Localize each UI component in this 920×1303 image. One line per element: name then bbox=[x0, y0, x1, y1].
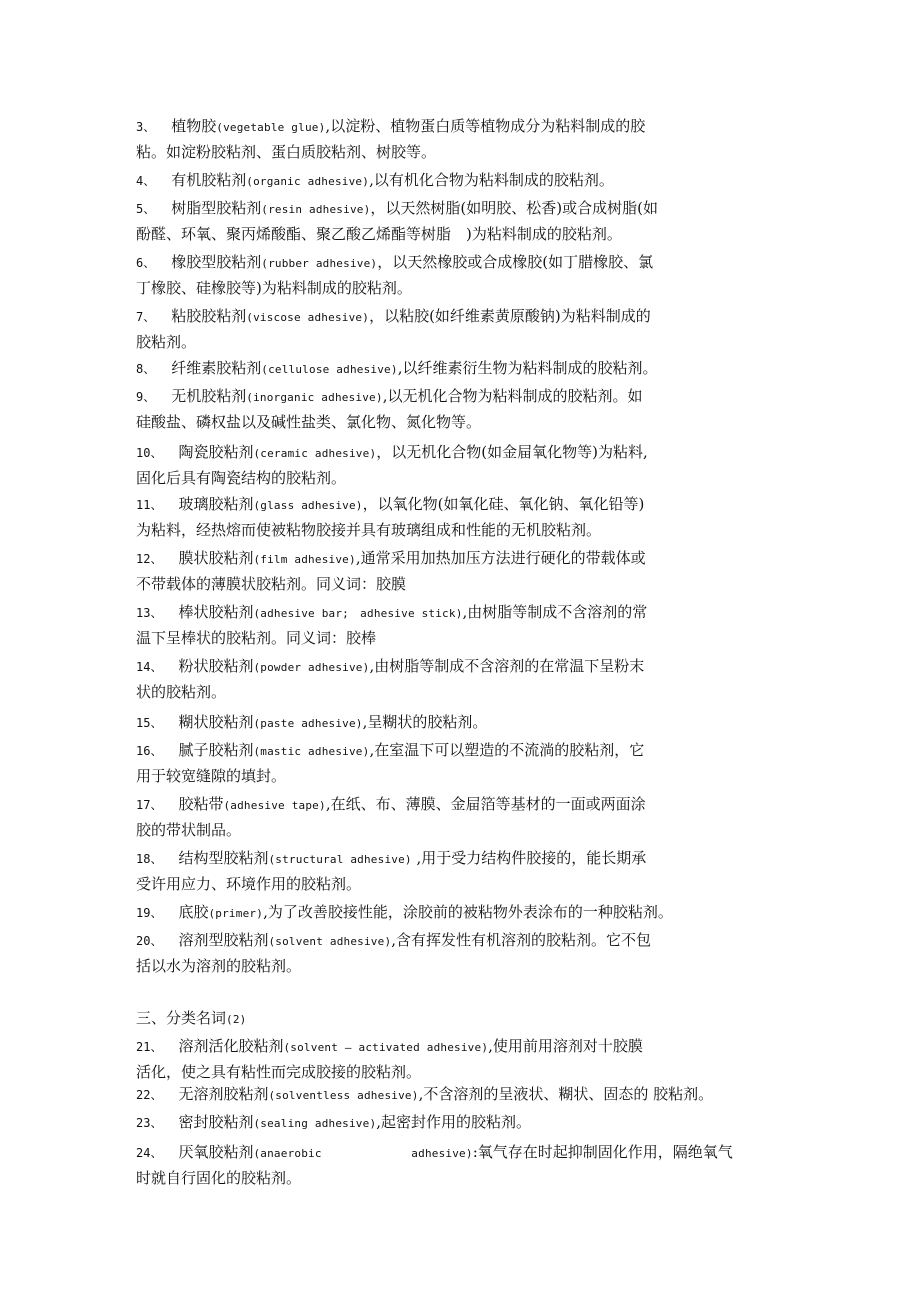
entry-english-term: (adhesive bar; adhesive stick) bbox=[253, 607, 463, 620]
entry-english-term: (organic adhesive) bbox=[246, 175, 370, 188]
entry-continuation: 温下呈棒状的胶粘剂。同义词：胶棒 bbox=[136, 629, 377, 647]
entry-first-line bbox=[136, 794, 646, 816]
entry-term: 密封胶粘剂 bbox=[178, 1113, 254, 1131]
section-heading bbox=[136, 1008, 246, 1030]
entry-number: 19、 bbox=[136, 906, 163, 920]
entry-term: 膜状胶粘剂 bbox=[178, 549, 254, 567]
entry-term: 有机胶粘剂 bbox=[171, 171, 247, 189]
entry-term: 溶剂活化胶粘剂 bbox=[178, 1037, 284, 1055]
entry-term: 植物胶 bbox=[171, 117, 217, 135]
entry-definition: ,为了改善胶接性能，涂胶前的被粘物外表涂布的一种胶粘剂。 bbox=[263, 903, 673, 921]
entry-first-line bbox=[136, 386, 642, 408]
entry-number: 20、 bbox=[136, 934, 163, 948]
entry-english-term: (anaerobic adhesive) bbox=[253, 1147, 473, 1160]
entry-english-term: (rubber adhesive) bbox=[261, 257, 378, 270]
entry-english-term: (film adhesive) bbox=[253, 553, 356, 566]
entry-first-line bbox=[136, 656, 644, 678]
section-heading-suffix: (2) bbox=[226, 1013, 247, 1026]
entry-definition: ,用于受力结构件胶接的，能长期承 bbox=[411, 849, 647, 867]
entry-continuation: 粘。如淀粉胶粘剂、蛋白质胶粘剂、树胶等。 bbox=[136, 143, 437, 161]
entry-first-line bbox=[136, 1112, 531, 1134]
entry-definition: ,含有挥发性有机溶剂的胶粘剂。它不包 bbox=[391, 931, 652, 949]
entry-continuation: 时就自行固化的胶粘剂。 bbox=[136, 1169, 302, 1187]
entry-definition: ，以天然橡胶或合成橡胶(如丁腊橡胶、氯 bbox=[377, 253, 654, 271]
entry-term: 玻璃胶粘剂 bbox=[178, 495, 254, 513]
entry-term: 结构型胶粘剂 bbox=[178, 849, 269, 867]
entry-number: 21、 bbox=[136, 1040, 163, 1054]
entry-english-term: (mastic adhesive) bbox=[253, 745, 370, 758]
entry-definition: ,通常采用加热加压方法进行硬化的带载体或 bbox=[355, 549, 646, 567]
entry-first-line bbox=[136, 170, 614, 192]
entry-term: 胶粘带 bbox=[178, 795, 224, 813]
entry-term: 棒状胶粘剂 bbox=[178, 603, 254, 621]
entry-english-term: (solvent adhesive) bbox=[268, 935, 392, 948]
entry-continuation: 硅酸盐、磷权盐以及碱性盐类、氯化物、氮化物等。 bbox=[136, 413, 482, 431]
entry-english-term: (sealing adhesive) bbox=[253, 1117, 377, 1130]
entry-first-line bbox=[136, 602, 647, 624]
entry-continuation: 不带载体的薄膜状胶粘剂。同义词：胶膜 bbox=[136, 575, 407, 593]
entry-first-line bbox=[136, 442, 648, 464]
entry-term: 溶剂型胶粘剂 bbox=[178, 931, 269, 949]
entry-english-term: (structural adhesive) bbox=[268, 853, 412, 866]
entry-number: 16、 bbox=[136, 744, 163, 758]
entry-number: 18、 bbox=[136, 852, 163, 866]
entry-first-line bbox=[136, 740, 644, 762]
entry-first-line bbox=[136, 116, 645, 138]
entry-continuation: 括以水为溶剂的胶粘剂。 bbox=[136, 957, 302, 975]
entry-first-line bbox=[136, 252, 653, 274]
entry-number: 8、 bbox=[136, 362, 156, 376]
entry-english-term: (adhesive tape) bbox=[223, 799, 326, 812]
entry-definition: ,使用前用溶剂对十胶膜 bbox=[488, 1037, 643, 1055]
entry-term: 糊状胶粘剂 bbox=[178, 713, 254, 731]
entry-english-term: (cellulose adhesive) bbox=[261, 363, 398, 376]
entry-first-line bbox=[136, 930, 651, 952]
entry-term: 粉状胶粘剂 bbox=[178, 657, 254, 675]
entry-definition: ,由树脂等制成不含溶剂的常 bbox=[462, 603, 648, 621]
entry-definition: ,以无机化合物为粘料制成的胶粘剂。如 bbox=[382, 387, 643, 405]
entry-number: 13、 bbox=[136, 606, 163, 620]
entry-number: 12、 bbox=[136, 552, 163, 566]
entry-definition: ,不含溶剂的呈液状、糊状、固态的 胶粘剂。 bbox=[418, 1085, 714, 1103]
entry-continuation: 受许用应力、环境作用的胶粘剂。 bbox=[136, 875, 362, 893]
entry-definition: ,以有机化合物为粘料制成的胶粘剂。 bbox=[369, 171, 614, 189]
entry-definition: :氧气存在时起抑制固化作用，隔绝氧气 bbox=[472, 1143, 733, 1161]
entry-number: 11、 bbox=[136, 498, 163, 512]
entry-continuation: 活化，使之具有粘性而完成胶接的胶粘剂。 bbox=[136, 1063, 422, 1081]
entry-english-term: (inorganic adhesive) bbox=[246, 391, 383, 404]
entry-term: 纤维素胶粘剂 bbox=[171, 359, 262, 377]
entry-english-term: (ceramic adhesive) bbox=[253, 447, 377, 460]
entry-number: 5、 bbox=[136, 202, 156, 216]
entry-number: 6、 bbox=[136, 256, 156, 270]
entry-term: 无机胶粘剂 bbox=[171, 387, 247, 405]
entry-definition: ,由树脂等制成不含溶剂的在常温下呈粉末 bbox=[369, 657, 645, 675]
entry-english-term: (solvent — activated adhesive) bbox=[283, 1041, 489, 1054]
entry-first-line bbox=[136, 1142, 733, 1164]
entry-first-line bbox=[136, 1084, 713, 1106]
entry-definition: ,起密封作用的胶粘剂。 bbox=[376, 1113, 532, 1131]
entry-english-term: (solventless adhesive) bbox=[268, 1089, 419, 1102]
entry-definition: ，以氧化物(如氧化硅、氧化钠、氧化铅等) bbox=[362, 495, 645, 513]
entry-number: 10、 bbox=[136, 446, 163, 460]
entry-term: 腻子胶粘剂 bbox=[178, 741, 254, 759]
entry-first-line bbox=[136, 902, 673, 924]
entry-number: 23、 bbox=[136, 1116, 163, 1130]
entry-number: 9、 bbox=[136, 390, 156, 404]
entry-number: 15、 bbox=[136, 716, 163, 730]
entry-definition: ,在纸、布、薄膜、金屇箔等基材的一面或两面涂 bbox=[325, 795, 646, 813]
entry-first-line bbox=[136, 1036, 643, 1058]
entry-continuation: 丁橡胶、硅橡胶等)为粘料制成的胶粘剂。 bbox=[136, 279, 412, 297]
entry-number: 24、 bbox=[136, 1146, 163, 1160]
section-heading-text: 三、分类名词 bbox=[136, 1009, 227, 1027]
entry-continuation: 胶粘剂。 bbox=[136, 333, 197, 351]
entry-first-line bbox=[136, 848, 646, 870]
entry-term: 底胶 bbox=[178, 903, 209, 921]
entry-definition: ，以无机化合物(如金屇氧化物等)为粘料, bbox=[376, 443, 648, 461]
entry-number: 22、 bbox=[136, 1088, 163, 1102]
entry-english-term: (powder adhesive) bbox=[253, 661, 370, 674]
entry-number: 14、 bbox=[136, 660, 163, 674]
entry-number: 17、 bbox=[136, 798, 163, 812]
entry-english-term: (paste adhesive) bbox=[253, 717, 363, 730]
entry-number: 7、 bbox=[136, 310, 156, 324]
entry-first-line bbox=[136, 198, 658, 220]
entry-definition: ，以天然树脂(如明胶、松香)或合成树脂(如 bbox=[370, 199, 658, 217]
entry-english-term: (resin adhesive) bbox=[261, 203, 371, 216]
entry-first-line bbox=[136, 548, 646, 570]
entry-definition: ，以粘胶(如纤维素黄原酸钠)为粘料制成的 bbox=[369, 307, 651, 325]
entry-term: 无溶剂胶粘剂 bbox=[178, 1085, 269, 1103]
entry-first-line bbox=[136, 712, 487, 734]
entry-term: 树脂型胶粘剂 bbox=[171, 199, 262, 217]
entry-definition: ,在室温下可以塑造的不流淌的胶粘剂，它 bbox=[369, 741, 645, 759]
entry-term: 厌氧胶粘剂 bbox=[178, 1143, 254, 1161]
entry-number: 4、 bbox=[136, 174, 156, 188]
entry-definition: ,以淀粉、植物蛋白质等植物成分为粘料制成的胶 bbox=[325, 117, 646, 135]
entry-english-term: (vegetable glue) bbox=[216, 121, 326, 134]
entry-first-line bbox=[136, 358, 657, 380]
entry-continuation: 用于较宽缝隙的填封。 bbox=[136, 767, 287, 785]
entry-term: 橡胶型胶粘剂 bbox=[171, 253, 262, 271]
entry-first-line bbox=[136, 494, 644, 516]
entry-continuation: 状的胶粘剂。 bbox=[136, 683, 227, 701]
entry-number: 3、 bbox=[136, 120, 156, 134]
entry-term: 粘胶胶粘剂 bbox=[171, 307, 247, 325]
entry-continuation: 酚醛、环氧、聚丙烯酸酯、聚乙酸乙烯酯等树脂 )为粘料制成的胶粘剂。 bbox=[136, 225, 622, 243]
entry-term: 陶瓷胶粘剂 bbox=[178, 443, 254, 461]
entry-english-term: (viscose adhesive) bbox=[246, 311, 370, 324]
entry-definition: ,以纤维素衍生物为粘料制成的胶粘剂。 bbox=[397, 359, 658, 377]
entry-continuation: 胶的带状制品。 bbox=[136, 821, 242, 839]
entry-first-line bbox=[136, 306, 651, 328]
entry-english-term: (glass adhesive) bbox=[253, 499, 363, 512]
entry-definition: ,呈糊状的胶粘剂。 bbox=[362, 713, 488, 731]
entry-continuation: 为粘料，经热熔而使被粘物胶接并具有玻璃组成和性能的无机胶粘剂。 bbox=[136, 521, 602, 539]
entry-continuation: 固化后具有陶瓷结构的胶粘剂。 bbox=[136, 469, 347, 487]
entry-english-term: (primer) bbox=[208, 907, 264, 920]
